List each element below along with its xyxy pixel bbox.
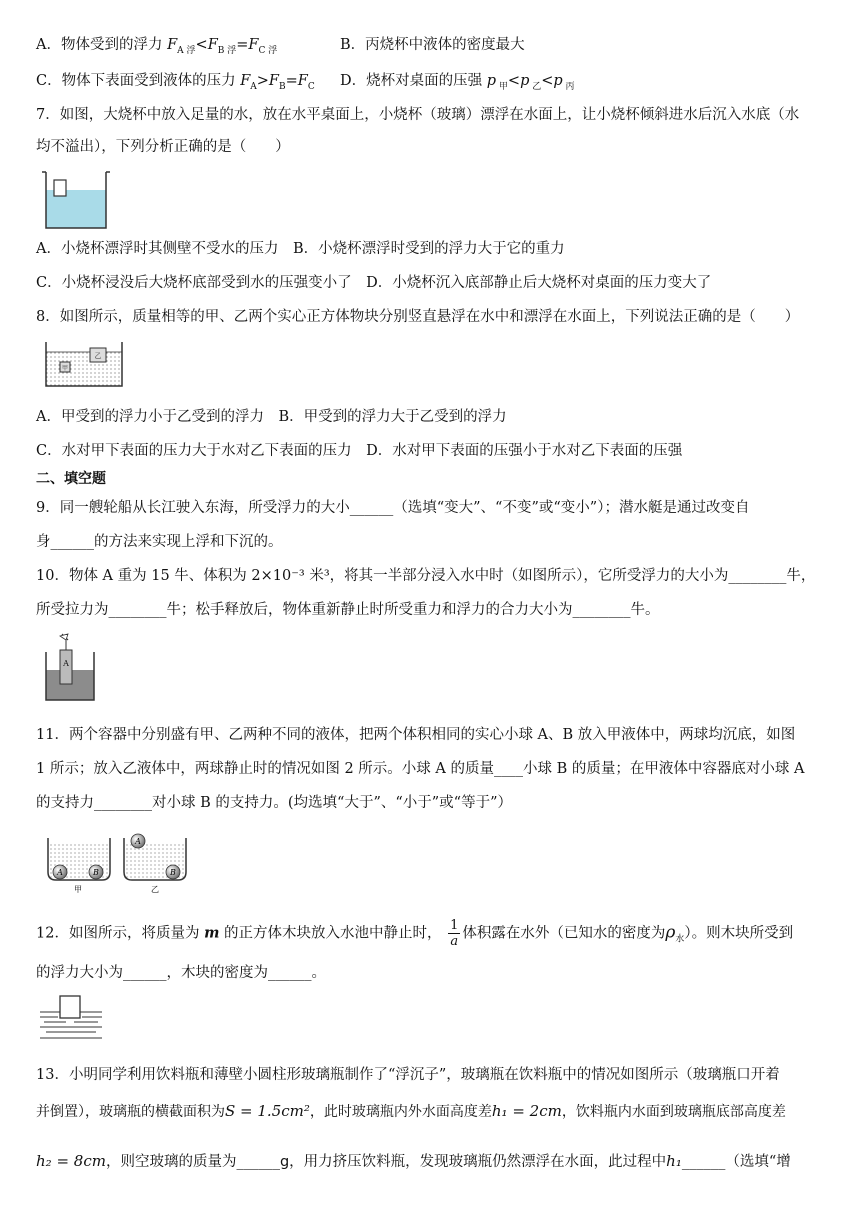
q10-object-label: A [63,659,69,668]
q13-area-equation: S = 1.5cm² [225,1102,310,1120]
q12-fraction [448,918,460,949]
q6-option-c: C．物体下表面受到液体的压力 $F_A>F_B=F_C$ [36,73,315,92]
q11-ball-b-left: B [93,868,99,877]
q12-rho-subscript: 水 [675,934,685,945]
q13-text-c: ，饮料瓶内水面到玻璃瓶底部高度差 [561,1104,786,1120]
q8-cube-jia-label: 甲 [61,365,69,372]
q7-stem-line2: 均不溢出），下列分析正确的是（ ） [36,139,290,155]
q7-stem-line1: 7．如图，大烧杯中放入足量的水，放在水平桌面上，小烧杯（玻璃）漂浮在水面上，让小烧杯倾斜进水后沉入水底（水 [36,107,800,123]
q6-option-b: B．丙烧杯中液体的密度最大 [340,37,525,53]
q12-fraction-numerator: 1 [450,918,459,933]
q12-fraction-denominator: a [450,934,459,949]
q9-line2: 身______的方法来实现上浮和下沉的。 [36,534,283,550]
q8-stem: 8．如图所示，质量相等的甲、乙两个实心正方体物块分别竖直悬浮在水中和漂浮在水面上，下列说法正确的是（ ） [36,309,800,325]
q8-cube-yi-label: 乙 [94,352,102,360]
q13-line3 [36,1150,830,1173]
q12-text-b: 的正方体木块放入水池中静止时， [219,925,442,942]
section-heading-fill-blank: 二、填空题 [36,471,106,487]
q11-balls-figure [42,832,192,894]
q11-line1: 11．两个容器中分别盛有甲、乙两种不同的液体，把两个体积相同的实心小球 A、B 放入甲液体中，两球均沉底，如图 [36,727,796,743]
q13-h1-symbol: h₁ [666,1152,682,1170]
q12-text-d: ）。则木块所受到 [684,925,794,942]
q11-ball-a-left: A [57,868,63,877]
q7-options-ab: A．小烧杯漂浮时其侧壁不受水的压力 B．小烧杯漂浮时受到的浮力大于它的重力 [36,241,565,257]
q12-rho-symbol: ρ [665,922,676,943]
q8-options-ab: A．甲受到的浮力小于乙受到的浮力 B．甲受到的浮力大于乙受到的浮力 [36,409,507,425]
q12-wood-block-figure [38,994,104,1042]
q6-option-d: D．烧杯对桌面的压强 p $_甲$<p $_乙$<p $_丙$ [340,73,575,92]
q12-line1 [36,918,830,950]
q13-text-d: ，则空玻璃的质量为______ [105,1154,280,1170]
q6-option-a: A．物体受到的浮力 $F_{A 浮}<F_{B 浮}=F_{C 浮}$ [36,37,278,56]
q8-cubes-figure [42,340,126,390]
q10-line1: 10．物体 A 重为 15 牛、体积为 2×10⁻³ 米³，将其一半部分浸入水中时（如图所示），它所受浮力的大小为________牛， [36,568,816,584]
q8-options-cd: C．水对甲下表面的压力大于水对乙下表面的压力 D．水对甲下表面的压强小于水对乙下表面的压强 [36,443,683,459]
q13-line1: 13．小明同学利用饮料瓶和薄壁小圆柱形玻璃瓶制作了“浮沉子”，玻璃瓶在饮料瓶中的情况如图所示（玻璃瓶口开着 [36,1067,780,1083]
q11-ball-b-right: B [170,868,176,877]
q11-container-yi-label: 乙 [151,885,159,894]
q13-gram-unit: g [279,1154,290,1170]
q13-text-a: 并倒置），玻璃瓶的横截面积为 [36,1104,225,1120]
q11-container-jia-label: 甲 [74,885,82,894]
q10-spring-figure [42,632,98,702]
q9-line1: 9．同一艘轮船从长江驶入东海，所受浮力的大小______（选填“变大”、“不变”或“变小”）；潜水艇是通过改变自 [36,500,750,516]
q11-line2: 1 所示；放入乙液体中，两球静止时的情况如图 2 所示。小球 A 的质量____小球 B 的质量；在甲液体中容器底对小球 A [36,761,805,777]
q12-text-c: 体积露在水外（已知水的密度为 [462,925,666,942]
q11-ball-a-right: A [135,837,141,846]
q13-line2 [36,1100,830,1123]
q13-text-b: ，此时玻璃瓶内外水面高度差 [309,1104,492,1120]
q13-h1-equation: h₁ = 2cm [491,1102,562,1120]
q12-mass-symbol: m [204,924,220,942]
q7-beaker-figure [40,168,114,232]
q12-line2: 的浮力大小为______，木块的密度为______。 [36,965,326,981]
q11-line3: 的支持力________对小球 B 的支持力。(均选填“大于”、“小于”或“等于”） [36,795,513,811]
q7-options-cd: C．小烧杯浸没后大烧杯底部受到水的压强变小了 D．小烧杯沉入底部静止后大烧杯对桌面的压力变大了 [36,275,712,291]
q12-text-a: 12．如图所示，将质量为 [36,925,205,942]
q13-h2-equation: h₂ = 8cm [36,1152,106,1170]
q13-text-f: ______（选填“增 [681,1154,791,1170]
q13-text-e: ，用力挤压饮料瓶，发现玻璃瓶仍然漂浮在水面，此过程中 [289,1154,667,1170]
q10-line2: 所受拉力为________牛；松手释放后，物体重新静止时所受重力和浮力的合力大小为________牛。 [36,602,660,618]
